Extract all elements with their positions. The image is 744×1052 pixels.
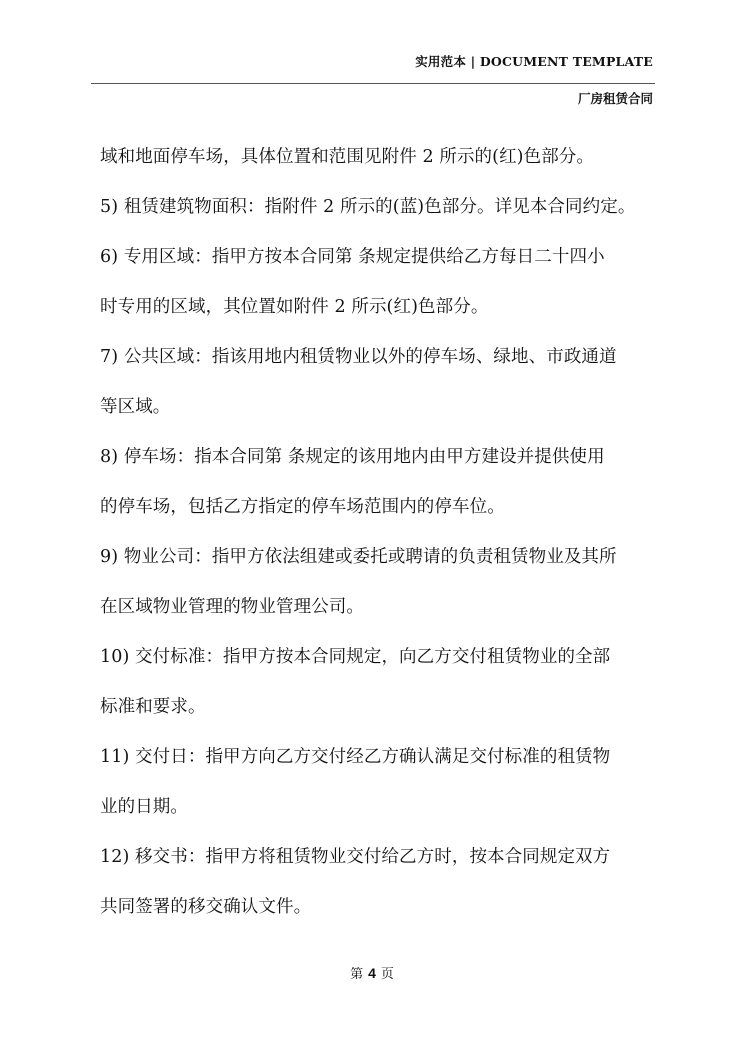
body-line: 9) 物业公司：指甲方依法组建或委托或聘请的负责租赁物业及其所 bbox=[100, 547, 617, 567]
body-line: 的停车场，包括乙方指定的停车场范围内的停车位。 bbox=[100, 497, 505, 517]
body-line: 7) 公共区域：指该用地内租赁物业以外的停车场、绿地、市政通道 bbox=[100, 347, 617, 367]
body-line: 时专用的区域，其位置如附件 2 所示(红)色部分。 bbox=[100, 297, 489, 317]
body-line: 12) 移交书：指甲方将租赁物业交付给乙方时，按本合同规定双方 bbox=[100, 847, 611, 867]
body-line: 5) 租赁建筑物面积：指附件 2 所示的(蓝)色部分。详见本合同约定。 bbox=[100, 197, 636, 217]
contract-body bbox=[100, 137, 668, 937]
body-line: 6) 专用区域：指甲方按本合同第 条规定提供给乙方每日二十四小 bbox=[100, 247, 605, 267]
page-number: 4 bbox=[368, 965, 376, 981]
body-line: 业的日期。 bbox=[100, 797, 188, 817]
body-line: 在区域物业管理的物业管理公司。 bbox=[100, 597, 364, 617]
body-line: 标准和要求。 bbox=[100, 697, 206, 717]
body-line: 8) 停车场：指本合同第 条规定的该用地内由甲方建设并提供使用 bbox=[100, 447, 605, 467]
header-divider bbox=[91, 83, 655, 84]
body-line: 11) 交付日：指甲方向乙方交付经乙方确认满足交付标准的租赁物 bbox=[100, 747, 611, 767]
document-type-header: 实用范本 | DOCUMENT TEMPLATE bbox=[415, 54, 653, 69]
body-line: 10) 交付标准：指甲方按本合同规定，向乙方交付租赁物业的全部 bbox=[100, 647, 611, 667]
body-line: 域和地面停车场，具体位置和范围见附件 2 所示的(红)色部分。 bbox=[100, 147, 595, 167]
body-line: 等区域。 bbox=[100, 397, 171, 417]
page-number-prefix: 第 bbox=[350, 967, 364, 982]
document-title-header: 厂房租赁合同 bbox=[577, 91, 653, 106]
page-footer bbox=[0, 963, 744, 982]
page-number-suffix: 页 bbox=[380, 967, 394, 982]
body-line: 共同签署的移交确认文件。 bbox=[100, 897, 312, 917]
